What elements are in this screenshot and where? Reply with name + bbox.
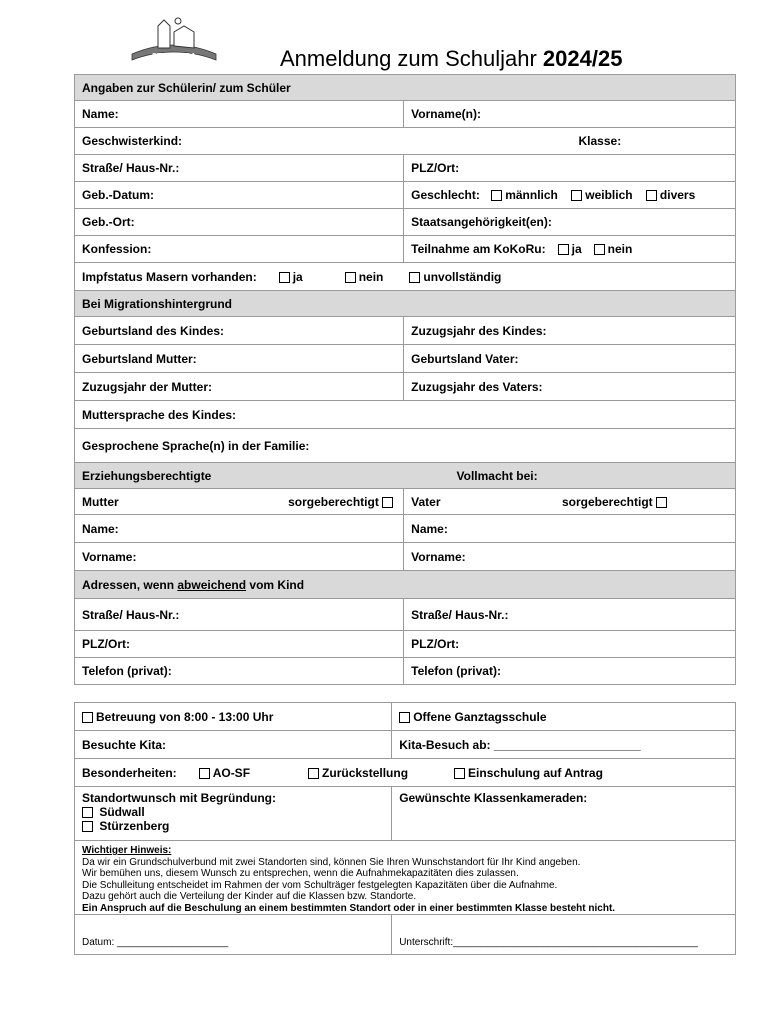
- geschlecht-field: Geschlecht: männlich weiblich divers: [404, 182, 736, 209]
- muttersprache-field[interactable]: Muttersprache des Kindes:: [75, 401, 736, 429]
- section-student: Angaben zur Schülerin/ zum Schüler: [75, 75, 736, 101]
- school-logo: [128, 14, 220, 64]
- maennlich-checkbox[interactable]: [491, 190, 502, 201]
- vorname-field[interactable]: Vorname(n):: [404, 101, 736, 128]
- page-title: Anmeldung zum Schuljahr 2024/25: [280, 46, 623, 71]
- vater-name-field[interactable]: Name:: [404, 515, 736, 543]
- notice-box: [75, 841, 736, 915]
- ogs-checkbox[interactable]: [399, 712, 410, 723]
- notice-line: Wir bemühen uns, diesem Wunsch zu entsprechen, wenn die Aufnahmekapazitäten dies zulassen.: [82, 868, 519, 879]
- einschulung-checkbox[interactable]: [454, 768, 465, 779]
- mutter-sorge-checkbox[interactable]: [382, 497, 393, 508]
- geb-ort-field[interactable]: Geb.-Ort:: [75, 209, 404, 236]
- zuzug-kind-field[interactable]: Zuzugsjahr des Kindes:: [404, 317, 736, 345]
- mutter-header: Mutter sorgeberechtigt: [75, 489, 404, 515]
- sprachen-field[interactable]: Gesprochene Sprache(n) in der Familie:: [75, 429, 736, 463]
- zuzug-vater-field[interactable]: Zuzugsjahr des Vaters:: [404, 373, 736, 401]
- addr-mutter-plz[interactable]: PLZ/Ort:: [75, 631, 404, 658]
- zuzug-mutter-field[interactable]: Zuzugsjahr der Mutter:: [75, 373, 404, 401]
- vater-header: Vater sorgeberechtigt: [404, 489, 736, 515]
- school-year: 2024/25: [542, 46, 623, 71]
- plz-field[interactable]: PLZ/Ort:: [404, 155, 736, 182]
- kokoru-field: Teilnahme am KoKoRu: ja nein: [404, 236, 736, 263]
- ogs-option[interactable]: Offene Ganztagsschule: [392, 703, 736, 731]
- notice-line: Die Schulleitung entscheidet im Rahmen der vom Schulträger festgelegten Kapazitäten über die Aufnahme.: [82, 879, 558, 891]
- name-field[interactable]: Name:: [75, 101, 404, 128]
- section-guardians: Erziehungsberechtigte Vollmacht bei:: [75, 463, 736, 489]
- addr-mutter-telefon[interactable]: Telefon (privat):: [75, 658, 404, 685]
- student-table: [74, 74, 736, 685]
- impf-field: Impfstatus Masern vorhanden: ja nein unvollständig: [75, 263, 736, 291]
- geburtsland-mutter-field[interactable]: Geburtsland Mutter:: [75, 345, 404, 373]
- stuerzenberg-checkbox[interactable]: [82, 821, 93, 832]
- vater-sorge-checkbox[interactable]: [656, 497, 667, 508]
- unterschrift-field[interactable]: Unterschrift:____________________________________________: [392, 915, 736, 955]
- vater-vorname-field[interactable]: Vorname:: [404, 543, 736, 571]
- betreuung-option[interactable]: Betreuung von 8:00 - 13:00 Uhr: [75, 703, 392, 731]
- geburtsland-kind-field[interactable]: Geburtsland des Kindes:: [75, 317, 404, 345]
- vollmacht-label: Vollmacht bei:: [456, 468, 538, 483]
- staat-field[interactable]: Staatsangehörigkeit(en):: [404, 209, 736, 236]
- mutter-vorname-field[interactable]: Vorname:: [75, 543, 404, 571]
- addr-mutter-strasse[interactable]: Straße/ Haus-Nr.:: [75, 599, 404, 631]
- geburtsland-vater-field[interactable]: Geburtsland Vater:: [404, 345, 736, 373]
- divers-checkbox[interactable]: [646, 190, 657, 201]
- strasse-field[interactable]: Straße/ Haus-Nr.:: [75, 155, 404, 182]
- zurueck-checkbox[interactable]: [308, 768, 319, 779]
- kokoru-nein-checkbox[interactable]: [594, 244, 605, 255]
- notice-line: Ein Anspruch auf die Beschulung an einem bestimmten Standort oder in einer bestimmten Klasse besteht nicht.: [82, 902, 616, 914]
- notice-line: Dazu gehört auch die Verteilung der Kinder auf die Klassen bzw. Standorte.: [82, 891, 417, 902]
- datum-field[interactable]: Datum: ____________________: [75, 915, 392, 955]
- section-migration: Bei Migrationshintergrund: [75, 291, 736, 317]
- besonderheiten-field: Besonderheiten: AO-SF Zurückstellung Einschulung auf Antrag: [75, 759, 736, 787]
- klassenkameraden-field[interactable]: Gewünschte Klassenkameraden:: [392, 787, 736, 841]
- section-addresses: Adressen, wenn abweichend vom Kind: [75, 571, 736, 599]
- impf-nein-checkbox[interactable]: [345, 272, 356, 283]
- kita-besuch-field[interactable]: Kita-Besuch ab: ______________________: [392, 731, 736, 759]
- standort-field: Standortwunsch mit Begründung: Südwall Stürzenberg: [75, 787, 392, 841]
- kokoru-ja-checkbox[interactable]: [558, 244, 569, 255]
- geschwister-field[interactable]: Geschwisterkind: Klasse:: [75, 128, 736, 155]
- addr-vater-telefon[interactable]: Telefon (privat):: [404, 658, 736, 685]
- betreuung-checkbox[interactable]: [82, 712, 93, 723]
- weiblich-checkbox[interactable]: [571, 190, 582, 201]
- klasse-label: Klasse:: [578, 134, 622, 148]
- impf-ja-checkbox[interactable]: [279, 272, 290, 283]
- aosf-checkbox[interactable]: [199, 768, 210, 779]
- care-table: [74, 702, 736, 955]
- geb-datum-field[interactable]: Geb.-Datum:: [75, 182, 404, 209]
- addr-vater-plz[interactable]: PLZ/Ort:: [404, 631, 736, 658]
- impf-unvollstaendig-checkbox[interactable]: [409, 272, 420, 283]
- addr-vater-strasse[interactable]: Straße/ Haus-Nr.:: [404, 599, 736, 631]
- notice-heading: Wichtiger Hinweis:: [82, 845, 172, 856]
- konfession-field[interactable]: Konfession:: [75, 236, 404, 263]
- kita-field[interactable]: Besuchte Kita:: [75, 731, 392, 759]
- logo-text: STANDARA: [151, 52, 197, 61]
- notice-line: Da wir ein Grundschulverbund mit zwei Standorten sind, können Sie Ihren Wunschstandort für Ihr Kind angeben.: [82, 856, 581, 868]
- mutter-name-field[interactable]: Name:: [75, 515, 404, 543]
- suedwall-checkbox[interactable]: [82, 807, 93, 818]
